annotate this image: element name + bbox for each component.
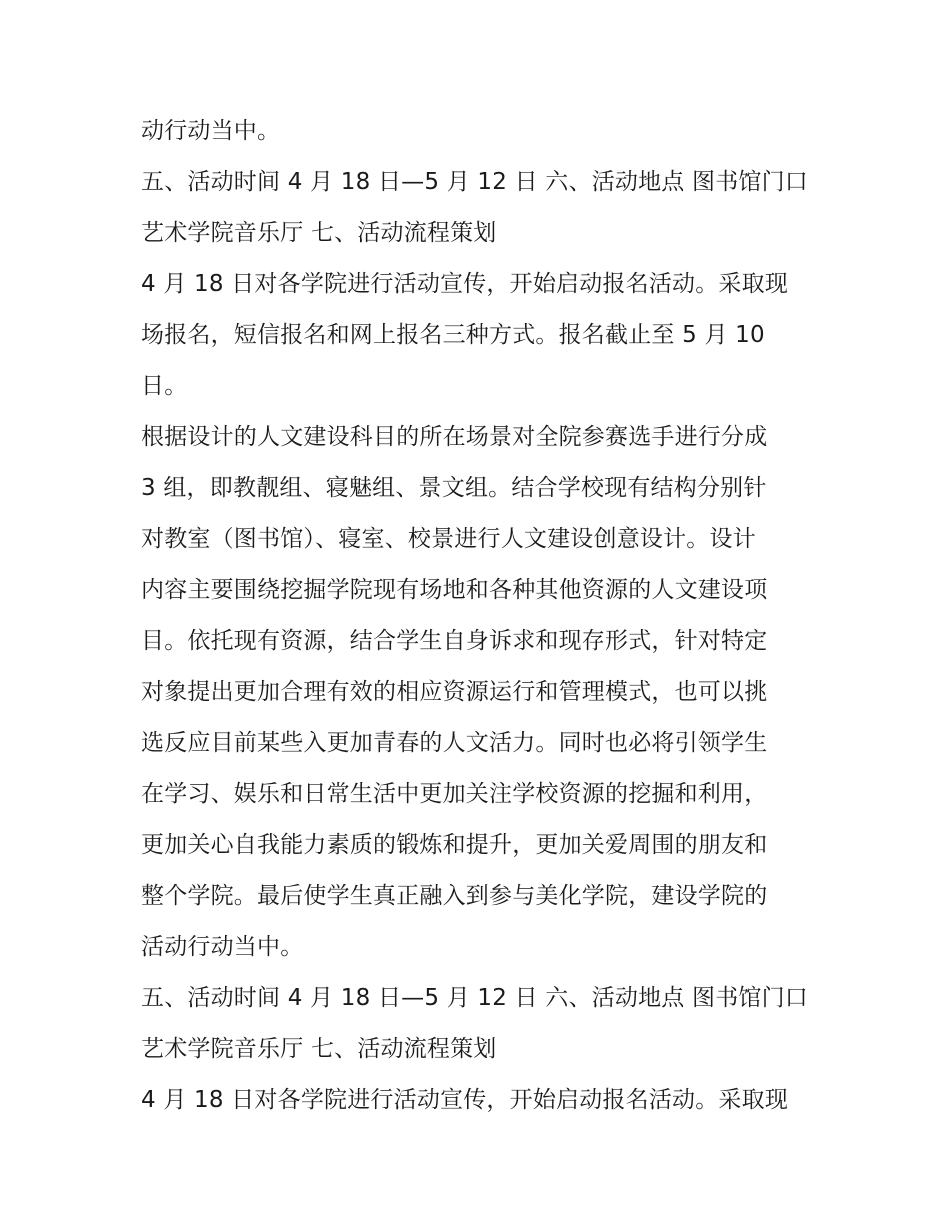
text-line: 在学习、娱乐和日常生活中更加关注学校资源的挖掘和利用， [141,781,768,807]
text-line: 选反应目前某些入更加青春的人文活力。同时也必将引领学生 [141,730,768,756]
text-line: 场报名，短信报名和网上报名三种方式。报名截止至 5 月 10 [141,322,765,348]
text-line: 对象提出更加合理有效的相应资源运行和管理模式，也可以挑 [141,679,768,705]
document-body [141,106,821,1126]
text-line: 目。依托现有资源，结合学生自身诉求和现存形式，针对特定 [141,628,768,654]
text-line: 更加关心自我能力素质的锻炼和提升，更加关爱周围的朋友和 [141,832,768,858]
text-line: 艺术学院音乐厅 七、活动流程策划 [141,1036,497,1062]
text-line: 动行动当中。 [141,118,281,144]
text-line: 对教室（图书馆）、寝室、校景进行人文建设创意设计。设计 [141,526,756,552]
text-line: 日。 [141,373,188,399]
text-line: 内容主要围绕挖掘学院现有场地和各种其他资源的人文建设项 [141,577,768,603]
text-line: 根据设计的人文建设科目的所在场景对全院参赛选手进行分成 [141,424,768,450]
text-line: 五、活动时间 4 月 18 日—5 月 12 日 六、活动地点 图书馆门口 [141,985,808,1011]
text-line: 五、活动时间 4 月 18 日—5 月 12 日 六、活动地点 图书馆门口 [141,169,808,195]
text-line: 艺术学院音乐厅 七、活动流程策划 [141,220,497,246]
text-line: 4 月 18 日对各学院进行活动宣传，开始启动报名活动。采取现 [141,1087,789,1113]
text-line: 整个学院。最后使学生真正融入到参与美化学院，建设学院的 [141,883,768,909]
text-line: 活动行动当中。 [141,934,304,960]
text-line: 4 月 18 日对各学院进行活动宣传，开始启动报名活动。采取现 [141,271,789,297]
text-line: 3 组，即教靓组、寝魅组、景文组。结合学校现有结构分别针 [141,475,767,501]
